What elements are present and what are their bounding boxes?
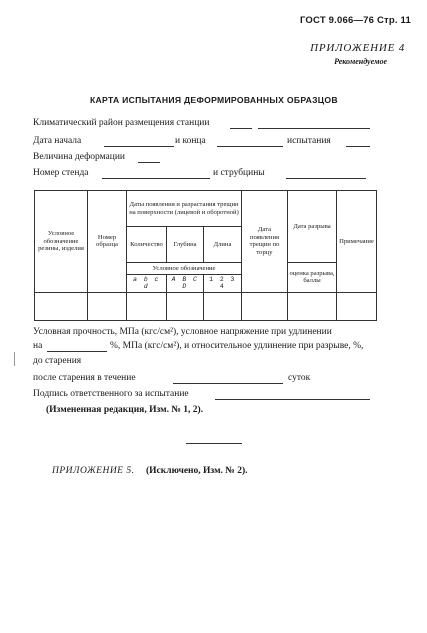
start-date-blank[interactable] — [104, 146, 174, 147]
col-depth: Глубина — [167, 227, 204, 263]
elongation-blank[interactable] — [47, 351, 107, 352]
letters-caps: A B C D — [167, 275, 204, 293]
stand-label: Номер стенда — [33, 168, 89, 178]
section-divider — [186, 443, 242, 444]
climate-label: Климатический район размещения станции — [33, 118, 210, 128]
col-sample-no: Номер образца — [88, 191, 127, 293]
days-label: суток — [288, 373, 311, 383]
col-note: Примечание — [337, 191, 377, 293]
strength-line-1: Условная прочность, МПа (кгс/см²), условное напряжение при удлинении — [33, 327, 332, 337]
row-cell[interactable] — [88, 292, 127, 320]
row-cell[interactable] — [337, 292, 377, 320]
row-cell[interactable] — [204, 292, 242, 320]
test-blank[interactable] — [346, 146, 370, 147]
test-label: испытания — [287, 136, 331, 146]
shelf-label: и струбцины — [213, 168, 265, 178]
signature-label: Подпись ответственного за испытание — [33, 389, 189, 399]
before-aging-label: до старения — [33, 356, 82, 366]
end-date-label: и конца — [175, 136, 206, 146]
col-cracks: Даты появления и разрастания трещин на поверхности (лицевой и оборотной) — [127, 191, 242, 227]
appendix-4-subtitle: Рекомендуемое — [334, 57, 387, 66]
deformation-label: Величина деформации — [33, 152, 126, 162]
after-aging-blank[interactable] — [173, 383, 283, 384]
card-title: КАРТА ИСПЫТАНИЯ ДЕФОРМИРОВАННЫХ ОБРАЗЦОВ — [90, 95, 338, 105]
row-cell[interactable] — [167, 292, 204, 320]
col-crack-edge: Дата появления трещин по торцу — [242, 191, 288, 293]
climate-blank-2[interactable] — [258, 128, 370, 129]
row-cell[interactable] — [288, 292, 337, 320]
row-cell[interactable] — [242, 292, 288, 320]
revision-note: (Измененная редакция, Изм. № 1, 2). — [46, 405, 204, 415]
shelf-blank[interactable] — [286, 178, 366, 179]
test-card-table — [34, 190, 377, 321]
appendix-5-note: (Исключено, Изм. № 2). — [146, 466, 248, 476]
row-cell[interactable] — [35, 292, 88, 320]
signature-blank[interactable] — [215, 399, 370, 400]
row-cell[interactable] — [127, 292, 167, 320]
stand-blank[interactable] — [102, 178, 210, 179]
page-header: ГОСТ 9.066—76 Стр. 11 — [299, 15, 411, 26]
start-date-label: Дата начала — [33, 136, 82, 146]
margin-mark — [14, 352, 15, 366]
climate-blank-1[interactable] — [230, 128, 252, 129]
appendix-5-title: ПРИЛОЖЕНИЕ 5. — [52, 466, 135, 476]
digits: 1 2 3 4 — [204, 275, 242, 293]
col-length: Длина — [204, 227, 242, 263]
strength-line-2-start: на — [33, 341, 43, 351]
deformation-blank[interactable] — [138, 162, 160, 163]
col-cond: Условное обозначение — [127, 263, 242, 275]
end-date-blank[interactable] — [217, 146, 283, 147]
col-break-score: оценка разрыва, баллы — [288, 263, 337, 293]
strength-line-2-end: %, МПа (кгс/см²), и относительное удлинение при разрыве, %, — [110, 341, 364, 351]
after-aging-label: после старения в течение — [33, 373, 136, 383]
col-break-date: Дата разрыва — [288, 191, 337, 263]
appendix-4-title: ПРИЛОЖЕНИЕ 4 — [310, 42, 405, 54]
letters-small: a b c d — [127, 275, 167, 293]
col-sample-name: Условное обозначение резины, изделия — [35, 191, 88, 293]
col-qty: Количество — [127, 227, 167, 263]
